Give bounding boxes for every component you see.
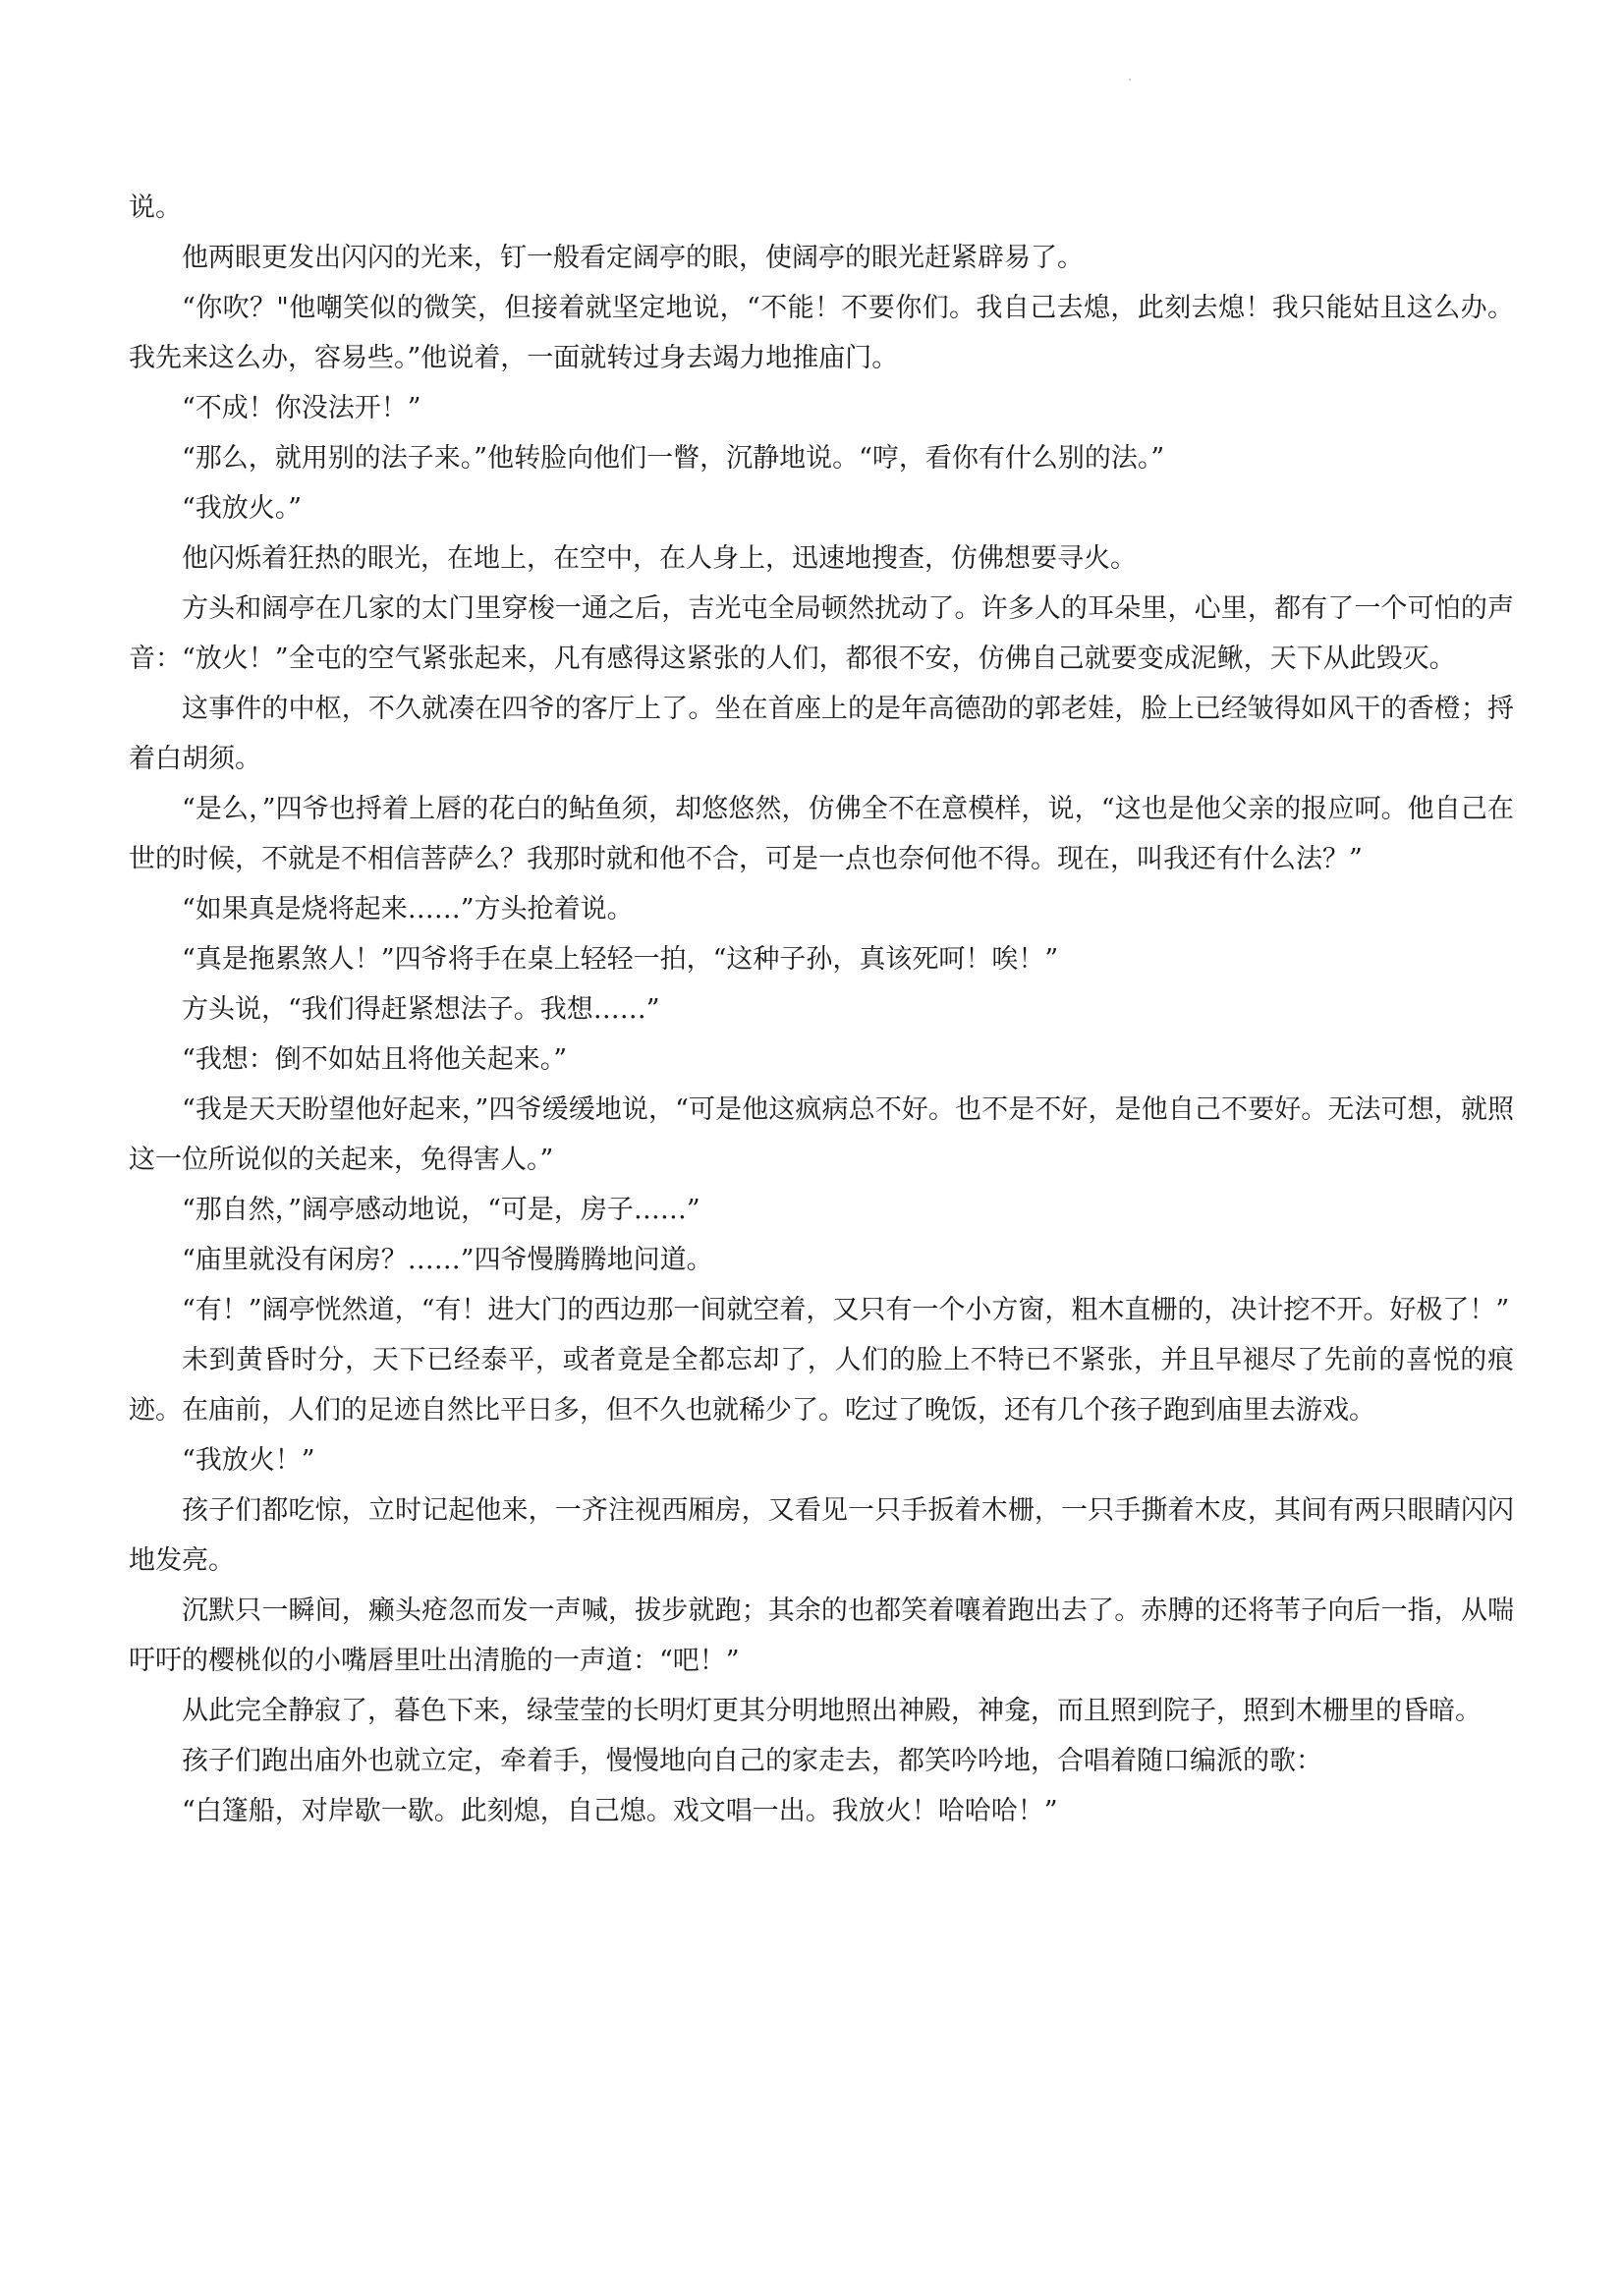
paragraph: 孩子们跑出庙外也就立定，牵着手，慢慢地向自己的家走去，都笑吟吟地，合唱着随口编派的歌： bbox=[182, 1746, 1322, 1776]
paragraph: “不成！你没法开！” bbox=[182, 393, 421, 423]
paragraph: 他闪烁着狂热的眼光，在地上，在空中，在人身上，迅速地搜查，仿佛想要寻火。 bbox=[182, 543, 1137, 574]
paragraph: 他两眼更发出闪闪的光来，钉一般看定阔亭的眼，使阔亭的眼光赶紧辟易了。 bbox=[182, 243, 1084, 273]
paragraph: “我放火！” bbox=[182, 1445, 315, 1476]
paragraph: “我是天天盼望他好起来，”四爷缓缓地说，“可是他这疯病总不好。也不是不好，是他自己不要好。无法可想，就照这一位所说似的关起来，免得害人。” bbox=[129, 1094, 1514, 1175]
paragraph: “白篷船，对岸歇一歇。此刻熄，自己熄。戏文唱一出。我放火！哈哈哈！” bbox=[182, 1796, 1058, 1826]
paragraph: 说。 bbox=[129, 193, 182, 223]
paragraph: 孩子们都吃惊，立时记起他来，一齐注视西厢房，又看见一只手扳着木栅，一只手撕着木皮，其间有两只眼睛闪闪地发亮。 bbox=[129, 1495, 1514, 1576]
paragraph: “那自然，”阔亭感动地说，“可是，房子……” bbox=[182, 1195, 700, 1225]
paragraph: 从此完全静寂了，暮色下来，绿莹莹的长明灯更其分明地照出神殿，神龛，而且照到院子，照到木栅里的昏暗。 bbox=[182, 1696, 1482, 1726]
paragraph: “有！”阔亭恍然道，“有！进大门的西边那一间就空着，又只有一个小方窗，粗木直栅的，决计挖不开。好极了！” bbox=[182, 1295, 1510, 1325]
body-text bbox=[129, 183, 1514, 1836]
paragraph: 这事件的中枢，不久就凑在四爷的客厅上了。坐在首座上的是年高德劭的郭老娃，脸上已经皱得如风干的香橙；捋着白胡须。 bbox=[129, 694, 1514, 774]
paragraph: 沉默只一瞬间，癞头疮忽而发一声喊，拔步就跑；其余的也都笑着嚷着跑出去了。赤膊的还将苇子向后一指，从喘吁吁的樱桃似的小嘴唇里吐出清脆的一声道：“吧！” bbox=[129, 1596, 1514, 1676]
paragraph: 未到黄昏时分，天下已经泰平，或者竟是全都忘却了，人们的脸上不特已不紧张，并且早褪尽了先前的喜悦的痕迹。在庙前，人们的足迹自然比平日多，但不久也就稀少了。吃过了晚饭，还有几个孩子跑到庙里去游戏。 bbox=[129, 1345, 1514, 1426]
paragraph: “那么，就用别的法子来。”他转脸向他们一瞥，沉静地说。“哼，看你有什么别的法。” bbox=[182, 443, 1165, 474]
paragraph: “是么，”四爷也捋着上唇的花白的鲇鱼须，却悠悠然，仿佛全不在意模样，说，“这也是他父亲的报应呵。他自己在世的时候，不就是不相信菩萨么？我那时就和他不合，可是一点也奈何他不得。现在，叫我还有什么法？” bbox=[129, 794, 1514, 874]
paragraph: “真是拖累煞人！”四爷将手在桌上轻轻一拍，“这种子孙，真该死呵！唉！” bbox=[182, 944, 1059, 975]
paragraph: “我想：倒不如姑且将他关起来。” bbox=[182, 1044, 568, 1075]
paragraph: 方头和阔亭在几家的太门里穿梭一通之后，吉光屯全局顿然扰动了。许多人的耳朵里，心里，都有了一个可怕的声音：“放火！”全屯的空气紧张起来，凡有感得这紧张的人们，都很不安，仿佛自己就要变成泥鳅，天下从此毁灭。 bbox=[129, 593, 1514, 674]
paragraph: “如果真是烧将起来……”方头抢着说。 bbox=[182, 894, 634, 924]
paragraph: “你吹？"他嘲笑似的微笑，但接着就坚定地说，“不能！不要你们。我自己去熄，此刻去熄！我只能姑且这么办。我先来这么办，容易些。”他说着，一面就转过身去竭力地推庙门。 bbox=[129, 293, 1514, 373]
paragraph: 方头说，“我们得赶紧想法子。我想……” bbox=[182, 994, 660, 1025]
scan-speck bbox=[1129, 79, 1131, 81]
paragraph: “庙里就没有闲房？……”四爷慢腾腾地问道。 bbox=[182, 1245, 713, 1275]
paragraph: “我放火。” bbox=[182, 493, 303, 524]
